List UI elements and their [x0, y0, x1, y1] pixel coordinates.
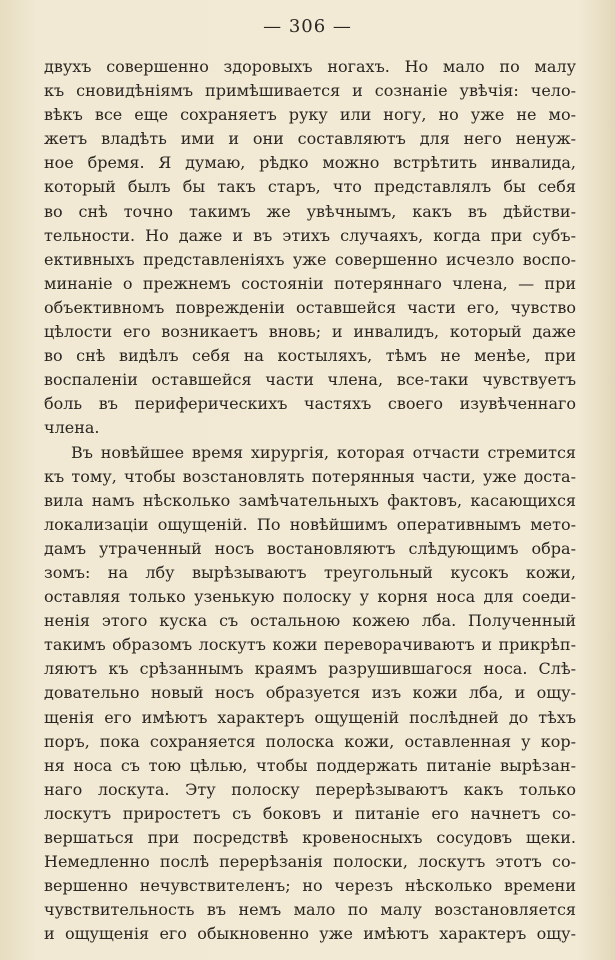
text-line: такимъ образомъ лоскутъ кожи переворачиваютъ и прикрѣп- — [44, 635, 576, 655]
text-line: щенія его имѣютъ характеръ ощущеній послѣдней до тѣхъ — [44, 707, 576, 727]
text-line: чувствительность въ немъ мало по малу возстановляется — [44, 900, 576, 920]
text-line: боль въ периферическихъ частяхъ своего изувѣченнаго — [44, 394, 576, 414]
text-line: вила намъ нѣсколько замѣчательныхъ фактовъ, касающихся — [44, 490, 576, 510]
text-line: къ сновидѣніямъ примѣшивается и сознаніе увѣчія: чело- — [44, 81, 576, 101]
text-line: дамъ утраченный носъ востановляютъ слѣдующимъ обра- — [44, 538, 576, 558]
text-line: довательно новый носъ образуется изъ кожи лба, и ощу- — [44, 683, 576, 703]
text-line: наго лоскута. Эту полоску перерѣзываютъ какъ только — [44, 779, 576, 799]
text-line: ненія этого куска съ остальною кожею лба. Полученный — [44, 611, 576, 631]
text-line: ное бремя. Я думаю, рѣдко можно встрѣтить инвалида, — [44, 153, 576, 173]
text-line: Немедленно послѣ перерѣзанія полоски, лоскутъ этотъ со- — [44, 852, 576, 872]
text-line: объективномъ поврежденіи оставшейся части его, чувство — [44, 297, 576, 317]
text-line: ня носа съ тою цѣлью, чтобы поддержать питаніе вырѣзан- — [44, 755, 576, 775]
text-line: ективныхъ представленіяхъ уже совершенно исчезло воспо- — [44, 249, 576, 269]
text-line: во снѣ точно такимъ же увѣчнымъ, какъ въ дѣйстви- — [44, 201, 576, 221]
text-line: двухъ совершенно здоровыхъ ногахъ. Но мало по малу — [44, 57, 576, 76]
text-line: члена. — [44, 418, 100, 438]
text-line: и ощущенія его обыкновенно уже имѣютъ характеръ ощу- — [44, 924, 576, 944]
text-line: вѣкъ все еще сохраняетъ руку или ногу, но уже не мо- — [44, 105, 576, 125]
text-line: зомъ: на лбу вырѣзываютъ треугольный кусокъ кожи, — [44, 562, 576, 582]
text-line: оставляя только узенькую полоску у корня носа для соеди- — [44, 587, 576, 607]
text-line: къ тому, чтобы возстановлять потерянныя части, уже доста- — [44, 466, 576, 486]
text-line: который былъ бы такъ старъ, что представлялъ бы себя — [44, 177, 576, 197]
text-line: ляютъ къ срѣзаннымъ краямъ разрушившагося носа. Слѣ- — [44, 659, 576, 679]
text-line: во снѣ видѣлъ себя на костыляхъ, тѣмъ не менѣе, при — [44, 346, 576, 366]
text-line: Въ новѣйшее время хирургія, которая отчасти стремится — [71, 442, 576, 462]
text-line: цѣлости его возникаетъ вновь; и инвалидъ, который даже — [44, 322, 576, 342]
text-line: минаніе о прежнемъ состояніи потеряннаго члена, — при — [44, 273, 576, 293]
text-line: лоскутъ приростетъ съ боковъ и питаніе его начнетъ со- — [44, 803, 576, 823]
text-line: вершаться при посредствѣ кровеносныхъ сосудовъ щеки. — [44, 828, 576, 847]
page-number: — 306 — — [263, 16, 352, 37]
text-line: локализаціи ощущеній. По новѣйшимъ оперативнымъ мето- — [44, 514, 576, 534]
body-text — [44, 55, 576, 946]
text-line: воспаленіи оставшейся части члена, все-таки чувствуетъ — [44, 370, 576, 390]
text-line: тельности. Но даже и въ этихъ случаяхъ, когда при субъ- — [44, 225, 576, 245]
text-line: жетъ владѣть ими и они составляютъ для него ненуж- — [44, 129, 576, 149]
text-line: поръ, пока сохраняется полоска кожи, оставленная у кор- — [44, 731, 576, 751]
text-line: вершенно нечувствителенъ; но черезъ нѣсколько времени — [44, 876, 576, 896]
